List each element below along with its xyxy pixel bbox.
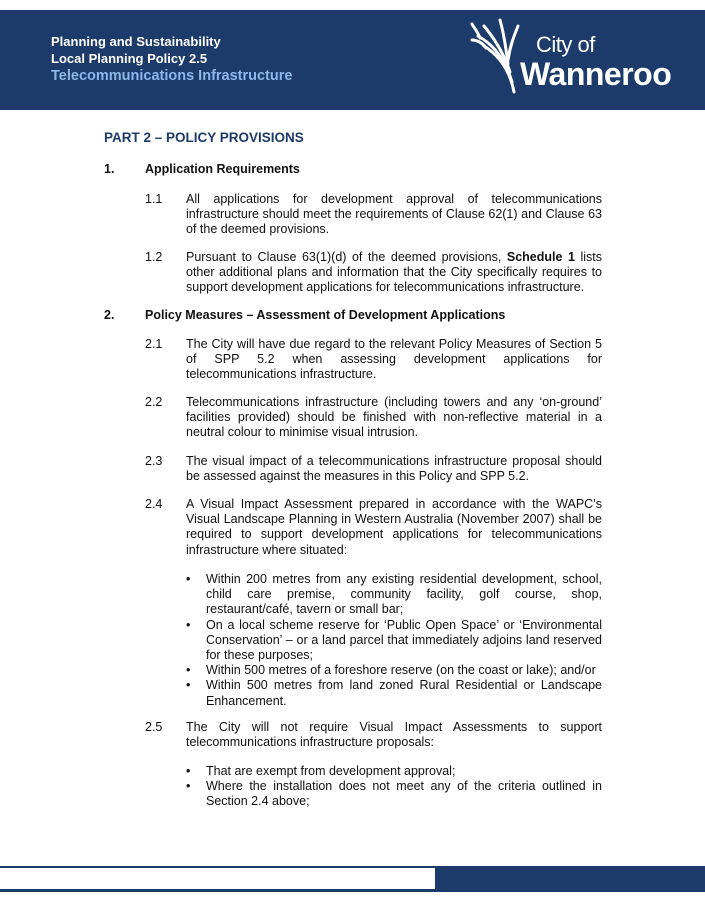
clause-2-3-text: The visual impact of a telecommunications infrastructure proposal should be assessed against the measures in this Policy and SPP 5.2. bbox=[186, 454, 602, 484]
bullet-icon: • bbox=[186, 617, 191, 632]
bullet-icon: • bbox=[186, 779, 191, 794]
clause-2-4-number: 2.4 bbox=[145, 497, 163, 511]
clause-2-5-text: The City will not require Visual Impact Assessments to support telecommunications infrastructure proposals: bbox=[186, 720, 602, 750]
clause-1-2-text bbox=[186, 250, 602, 296]
clause-1-2-text-after: lists other additional plans and information that the City specifically requires to support development applications for telecommunications infrastructure. bbox=[186, 250, 603, 295]
logo-city-text: City of bbox=[536, 32, 595, 57]
list-item: • Within 500 metres from land zoned Rural Residential or Landscape Enhancement. bbox=[186, 678, 602, 708]
clause-1-2-text-before: Pursuant to Clause 63(1)(d) of the deemed provisions, bbox=[186, 250, 507, 264]
part-title: PART 2 – POLICY PROVISIONS bbox=[104, 130, 304, 145]
schedule-1-reference: Schedule 1 bbox=[506, 250, 575, 264]
section-1-title: Application Requirements bbox=[145, 162, 300, 176]
list-item: • Where the installation does not meet any of the criteria outlined in Section 2.4 above; bbox=[186, 779, 602, 809]
section-2-title: Policy Measures – Assessment of Development Applications bbox=[145, 308, 506, 322]
clause-2-5-bullet-list bbox=[186, 764, 602, 810]
list-item: • Within 500 metres of a foreshore reserve (on the coast or lake); and/or bbox=[186, 663, 596, 678]
clause-2-4-text: A Visual Impact Assessment prepared in accordance with the WAPC’s Visual Landscape Planning in Western Australia (November 2007) shall be required to support development applications for telecommunications infrastructure where situated: bbox=[186, 497, 602, 557]
header-policy-number: Local Planning Policy 2.5 bbox=[51, 51, 208, 66]
clause-2-1-text: The City will have due regard to the relevant Policy Measures of Section 5 of SPP 5.2 when assessing development applications for telecommunications infrastructure. bbox=[186, 337, 602, 382]
section-1-number: 1. bbox=[104, 162, 115, 176]
bullet-icon: • bbox=[186, 678, 191, 693]
clause-2-1-number: 2.1 bbox=[145, 337, 163, 351]
clause-2-4-bullet-list bbox=[186, 572, 602, 709]
page-header bbox=[0, 10, 705, 110]
clause-1-1-text: All applications for development approval of telecommunications infrastructure should meet the requirements of Clause 62(1) and Clause 63 of the deemed provisions. bbox=[186, 192, 602, 237]
city-of-wanneroo-logo bbox=[470, 16, 675, 96]
bullet-icon: • bbox=[186, 764, 191, 778]
clause-1-1-number: 1.1 bbox=[145, 192, 163, 206]
bullet-icon: • bbox=[186, 572, 191, 586]
section-2-number: 2. bbox=[104, 308, 115, 322]
list-item: • On a local scheme reserve for ‘Public Open Space’ or ‘Environmental Conservation’ – or a land parcel that immediately adjoins land reserved for these purposes; bbox=[186, 617, 602, 663]
logo-wanneroo-text: Wanneroo bbox=[520, 56, 672, 92]
header-policy-title: Telecommunications Infrastructure bbox=[51, 68, 293, 84]
bullet-icon: • bbox=[186, 663, 191, 678]
clause-2-2-number: 2.2 bbox=[145, 395, 163, 409]
clause-2-2-text: Telecommunications infrastructure (including towers and any ‘on-ground’ facilities provided) should be finished with non-reflective material in a neutral colour to minimise visual intrusion. bbox=[186, 395, 602, 440]
clause-2-3-number: 2.3 bbox=[145, 454, 163, 468]
list-item: • That are exempt from development approval; bbox=[186, 764, 456, 778]
list-item: • Within 200 metres from any existing residential development, school, child care premise, community facility, golf course, shop, restaurant/café, tavern or small bar; bbox=[186, 572, 602, 617]
footer-white-panel bbox=[0, 868, 435, 889]
clause-1-2-number: 1.2 bbox=[145, 250, 163, 264]
header-department: Planning and Sustainability bbox=[51, 34, 221, 49]
clause-2-5-number: 2.5 bbox=[145, 720, 163, 734]
